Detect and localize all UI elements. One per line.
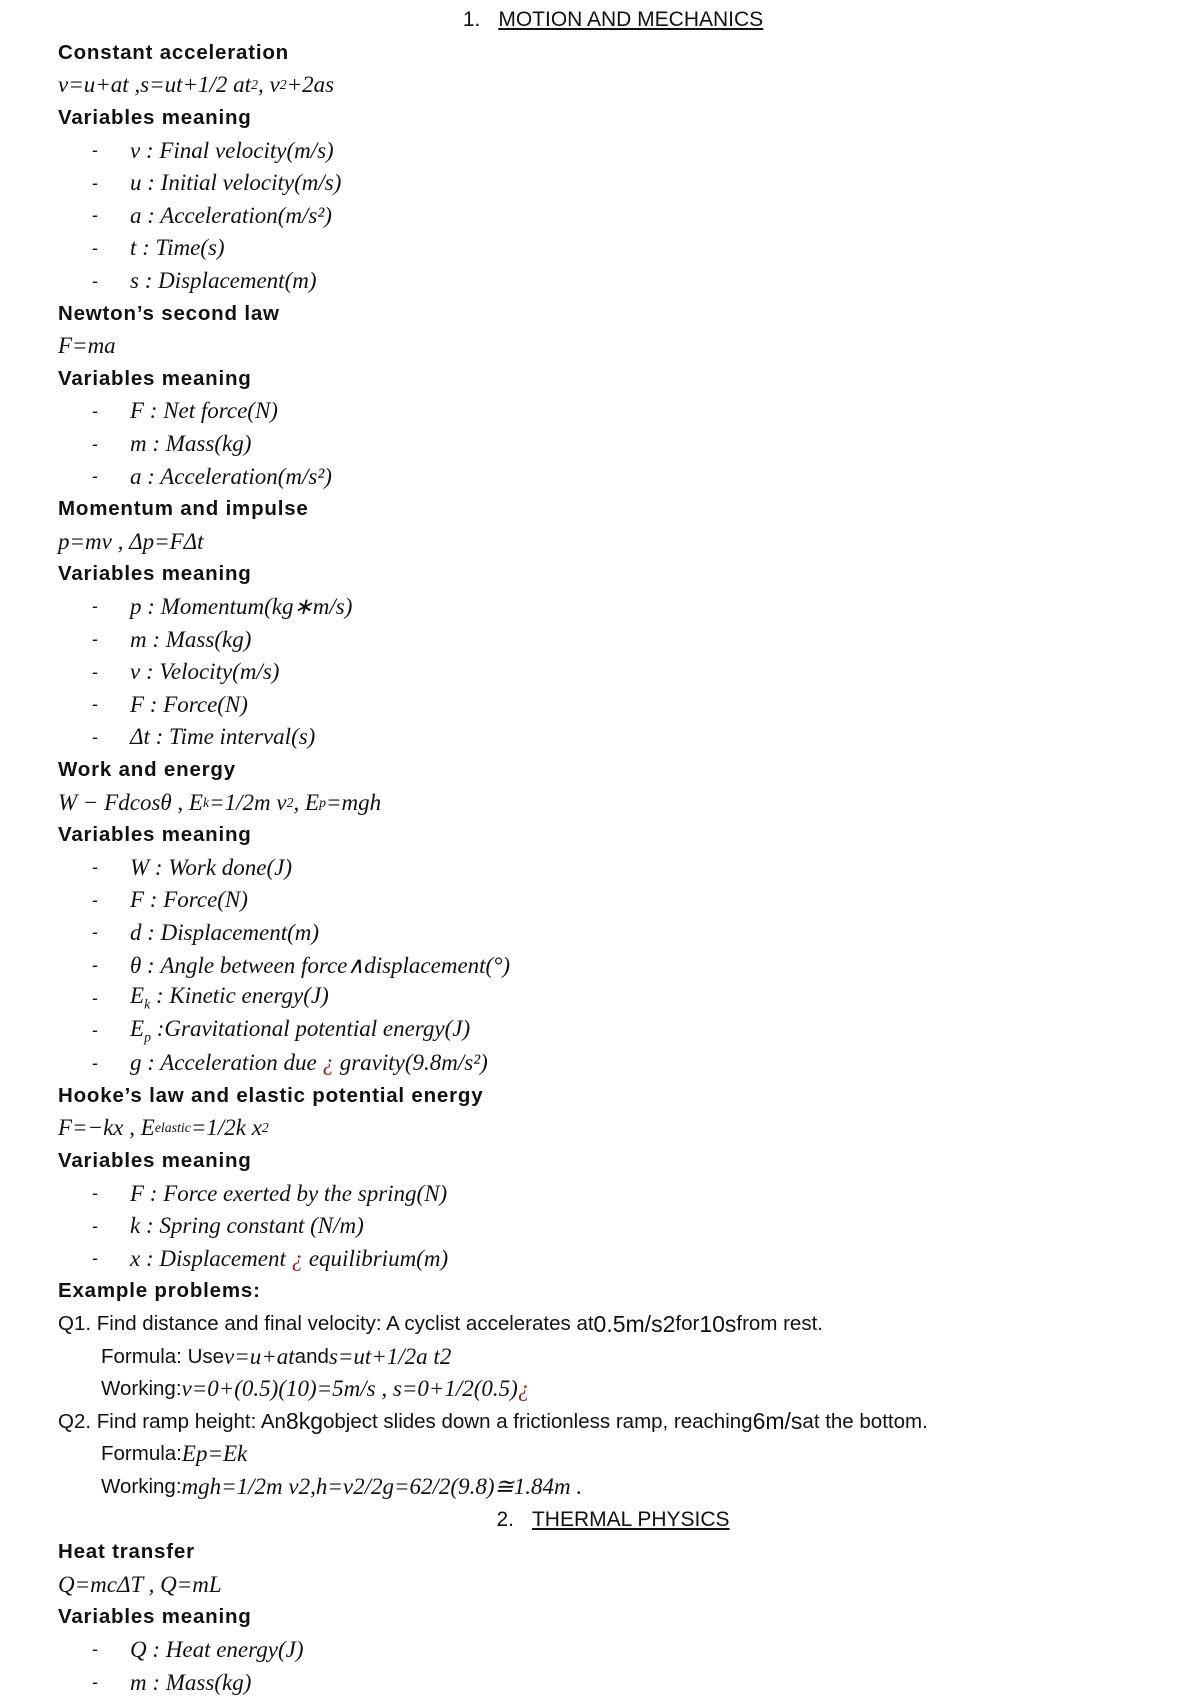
variable-text: F : Force exerted by the spring(N)	[130, 1180, 448, 1206]
formula-part: =1/2m v	[209, 789, 287, 815]
question-2	[58, 1406, 1168, 1439]
bullet-dash: -	[92, 433, 98, 454]
question-text: from rest.	[736, 1312, 823, 1336]
variable-text: v : Velocity(m/s)	[130, 659, 280, 685]
variable-text: θ : Angle between force∧displacement(°)	[130, 952, 511, 978]
symbol-subscript: k	[144, 996, 151, 1012]
garbled-glyph: ¿	[517, 1376, 530, 1402]
question-text: for	[675, 1312, 700, 1336]
bullet-dash: -	[92, 1248, 98, 1269]
formula-exponent: 2	[279, 77, 287, 93]
working-math: ,h=v	[310, 1474, 354, 1500]
working-exponent: 2	[298, 1474, 311, 1500]
formula-subscript: elastic	[154, 1120, 191, 1136]
bullet-dash: -	[92, 629, 98, 650]
formula-part: =mgh	[325, 789, 382, 815]
symbol: E	[130, 1015, 145, 1041]
bullet-dash: -	[92, 857, 98, 878]
formula-row	[58, 1340, 1168, 1373]
bullet-dash: -	[92, 596, 98, 617]
variable-text: a : Acceleration(m/s²)	[130, 463, 332, 489]
variable-text	[130, 983, 329, 1013]
formula-subscript: k	[237, 1441, 248, 1467]
question-text: Q2. Find ramp height: An	[58, 1409, 286, 1433]
bullet-dash: -	[92, 205, 98, 226]
variable-item	[58, 1210, 1168, 1243]
formula-line: p=mv , Δp=FΔt	[58, 528, 204, 554]
question-math: 0.5m/s	[593, 1310, 663, 1337]
variable-item	[58, 721, 1168, 754]
formula-exponent: 2	[439, 1343, 452, 1369]
bullet-dash: -	[92, 172, 98, 193]
variables-heading: Variables meaning	[58, 562, 252, 586]
variable-item	[58, 1666, 1168, 1699]
variable-item	[58, 949, 1168, 982]
bullet-dash: -	[92, 237, 98, 258]
variable-text: W : Work done(J)	[130, 854, 293, 880]
variable-desc: : Kinetic energy(J)	[150, 983, 329, 1009]
bullet-dash: -	[92, 1672, 98, 1693]
formula-part: F=−kx , E	[58, 1115, 155, 1141]
variable-item	[58, 1047, 1168, 1080]
variable-text: m : Mass(kg)	[130, 626, 252, 652]
variable-item	[58, 884, 1168, 917]
working-math: v=0+(0.5)(10)=5m/s , s=0+1/2(0.5)	[181, 1376, 518, 1402]
bullet-dash: -	[92, 1215, 98, 1236]
section-number: 1.	[462, 8, 481, 32]
question-math: 8kg	[285, 1408, 323, 1435]
formula-line	[58, 69, 1168, 102]
variable-item	[58, 1634, 1168, 1667]
bullet-dash: -	[92, 987, 98, 1008]
formula-part: =1/2k x	[190, 1115, 262, 1141]
topic-heading: Heat transfer	[58, 1540, 195, 1564]
variable-item	[58, 265, 1168, 298]
formula-exponent: 2	[286, 794, 294, 810]
formula-subscript: p	[195, 1441, 208, 1467]
formula-part: +2as	[286, 72, 335, 98]
question-math: 10s	[699, 1310, 737, 1337]
variable-desc: :Gravitational potential energy(J)	[150, 1015, 471, 1041]
document-page	[58, 4, 1168, 1699]
formula-label: and	[294, 1344, 329, 1368]
bullet-dash: -	[92, 922, 98, 943]
garbled-glyph: ¿	[291, 1245, 304, 1271]
symbol-subscript: p	[144, 1029, 151, 1045]
formula-math: =E	[207, 1441, 238, 1467]
bullet-dash: -	[92, 1639, 98, 1660]
section-number: 2.	[496, 1507, 514, 1531]
variable-text: F : Net force(N)	[130, 398, 278, 424]
formula-part: v=u+at ,s=ut+1/2 at	[58, 72, 252, 98]
variable-item	[58, 623, 1168, 656]
variable-item	[58, 982, 1168, 1015]
working-exponent: 2	[421, 1474, 433, 1500]
formula-part: , v	[257, 72, 280, 98]
garbled-glyph: ¿	[322, 1050, 334, 1076]
variable-desc: g : Acceleration due	[130, 1050, 323, 1076]
bullet-dash: -	[92, 955, 98, 976]
variables-heading: Variables meaning	[58, 366, 252, 390]
variable-text	[130, 1246, 448, 1272]
formula-line	[58, 786, 1168, 819]
examples-heading: Example problems:	[58, 1279, 261, 1303]
variable-text: v : Final velocity(m/s)	[130, 137, 334, 163]
question-1	[58, 1308, 1168, 1341]
bullet-dash: -	[92, 1020, 98, 1041]
variable-text	[130, 1016, 470, 1046]
formula-math: v=u+at	[224, 1343, 295, 1369]
variables-heading: Variables meaning	[58, 106, 252, 130]
topic-heading: Newton’s second law	[58, 301, 280, 325]
variable-item	[58, 167, 1168, 200]
working-label: Working:	[101, 1377, 182, 1401]
variable-text: s : Displacement(m)	[130, 268, 317, 294]
variable-item	[58, 917, 1168, 950]
bullet-dash: -	[92, 1052, 98, 1073]
variables-heading: Variables meaning	[58, 823, 252, 847]
formula-exponent: 2	[261, 1120, 269, 1136]
variable-item	[58, 688, 1168, 721]
variable-text: p : Momentum(kg∗m/s)	[130, 593, 353, 619]
variable-text: t : Time(s)	[130, 235, 225, 261]
variable-text: a : Acceleration(m/s²)	[130, 202, 332, 228]
bullet-dash: -	[92, 694, 98, 715]
section-heading-1	[58, 4, 1168, 37]
formula-exponent: 2	[251, 77, 258, 93]
formula-part: W − Fdcosθ , E	[58, 789, 203, 815]
working-math: /2(9.8)≅1.84m .	[432, 1474, 583, 1500]
variable-desc: gravity(9.8m/s²)	[333, 1050, 488, 1076]
question-text: at the bottom.	[802, 1409, 928, 1433]
variables-heading: Variables meaning	[58, 1149, 252, 1173]
variable-item	[58, 428, 1168, 461]
variable-text: m : Mass(kg)	[130, 431, 252, 457]
bullet-dash: -	[92, 889, 98, 910]
formula-line: Q=mcΔT , Q=mL	[58, 1571, 222, 1597]
variables-heading: Variables meaning	[58, 1605, 252, 1629]
working-exponent: 2	[353, 1474, 365, 1500]
formula-part: , E	[293, 789, 320, 815]
question-exponent: 2	[662, 1310, 676, 1337]
question-text: object slides down a frictionless ramp, reaching	[323, 1409, 753, 1433]
question-math: 6m/s	[752, 1408, 803, 1435]
variable-text: Q : Heat energy(J)	[130, 1636, 304, 1662]
formula-subscript: k	[203, 794, 210, 810]
variable-text: k : Spring constant (N/m)	[130, 1213, 364, 1239]
variable-item	[58, 851, 1168, 884]
variable-text: F : Force(N)	[130, 887, 248, 913]
formula-math: s=ut+1/2a t	[328, 1343, 440, 1369]
variable-item	[58, 656, 1168, 689]
variable-text: m : Mass(kg)	[130, 1669, 252, 1695]
question-text: Q1. Find distance and final velocity: A cyclist accelerates at	[58, 1312, 594, 1336]
variable-item	[58, 1014, 1168, 1047]
section-heading-2	[58, 1503, 1168, 1536]
topic-heading: Constant acceleration	[58, 40, 289, 64]
formula-subscript: p	[319, 794, 326, 810]
topic-heading: Hooke’s law and elastic potential energy	[58, 1083, 484, 1107]
topic-heading: Momentum and impulse	[58, 497, 309, 521]
variable-text: F : Force(N)	[130, 691, 248, 717]
working-row	[58, 1373, 1168, 1406]
symbol: E	[130, 983, 145, 1009]
variable-item	[58, 1177, 1168, 1210]
topic-heading: Work and energy	[58, 757, 236, 781]
working-label: Working:	[101, 1475, 182, 1499]
section-title: MOTION AND MECHANICS	[498, 8, 764, 32]
variable-item	[58, 395, 1168, 428]
bullet-dash: -	[92, 466, 98, 487]
variable-item	[58, 200, 1168, 233]
formula-label: Formula:	[101, 1442, 182, 1466]
formula-math: E	[181, 1441, 196, 1467]
variable-item	[58, 232, 1168, 265]
variable-text: d : Displacement(m)	[130, 919, 320, 945]
working-math: mgh=1/2m v	[181, 1474, 299, 1500]
bullet-dash: -	[92, 400, 98, 421]
variable-text	[130, 1050, 488, 1076]
section-title: THERMAL PHYSICS	[531, 1507, 730, 1531]
formula-line	[58, 1112, 1168, 1145]
formula-row	[58, 1438, 1168, 1471]
bullet-dash: -	[92, 661, 98, 682]
bullet-dash: -	[92, 140, 98, 161]
formula-label: Formula: Use	[101, 1344, 225, 1368]
formula-line: F=ma	[58, 333, 116, 359]
variable-desc: x : Displacement	[130, 1245, 292, 1271]
bullet-dash: -	[92, 726, 98, 747]
variable-desc: equilibrium(m)	[303, 1245, 449, 1271]
variable-item	[58, 134, 1168, 167]
working-math: /2g=6	[364, 1474, 422, 1500]
variable-item	[58, 591, 1168, 624]
working-row	[58, 1471, 1168, 1504]
variable-text: u : Initial velocity(m/s)	[130, 170, 342, 196]
bullet-dash: -	[92, 270, 98, 291]
variable-item	[58, 1243, 1168, 1276]
variable-text: Δt : Time interval(s)	[130, 724, 316, 750]
variable-item	[58, 460, 1168, 493]
bullet-dash: -	[92, 1183, 98, 1204]
